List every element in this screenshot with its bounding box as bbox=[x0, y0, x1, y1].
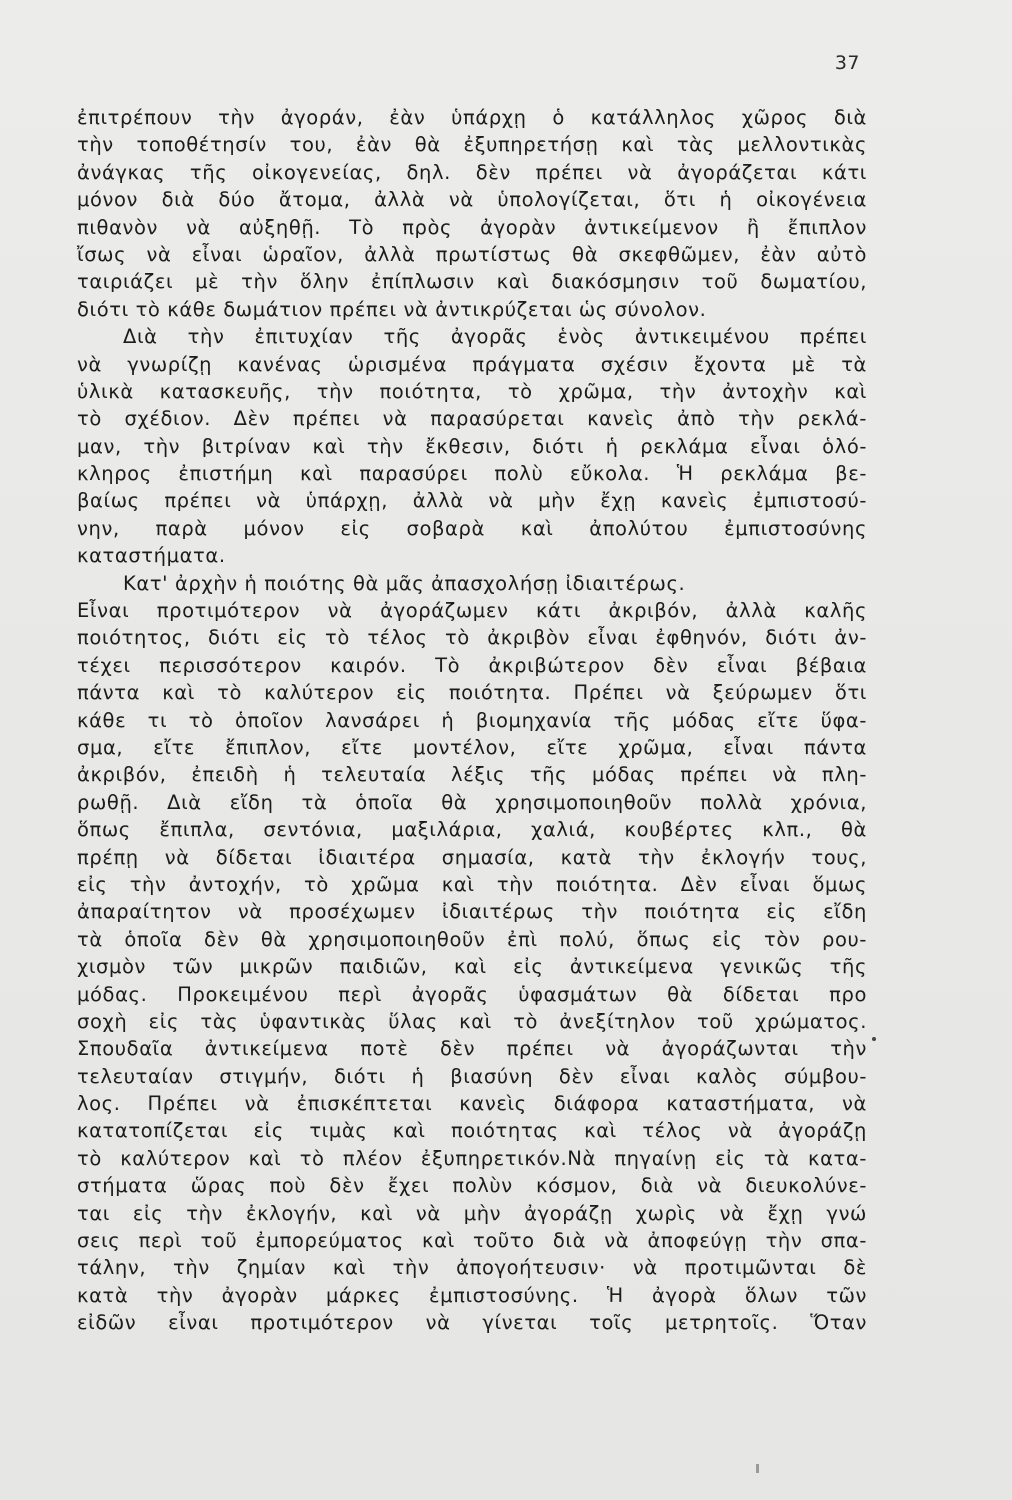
text-line: ρωθῇ. Διὰ εἴδη τὰ ὁποῖα θὰ χρησιμοποιηθοῦν πολλὰ χρόνια, bbox=[77, 790, 867, 814]
text-line: βαίως πρέπει νὰ ὑπάρχῃ, ἀλλὰ νὰ μὴν ἔχῃ κανεὶς ἐμπιστοσύ- bbox=[77, 489, 867, 513]
text-line: τὰ ὁποῖα δὲν θὰ χρησιμοποιηθοῦν ἐπὶ πολύ, ὅπως εἰς τὸν ρου- bbox=[77, 927, 867, 951]
text-line: σεις περὶ τοῦ ἐμπορεύματος καὶ τοῦτο διὰ νὰ ἀποφεύγῃ τὴν σπα- bbox=[77, 1229, 867, 1253]
text-line: ὅπως ἔπιπλα, σεντόνια, μαξιλάρια, χαλιά, κουβέρτες κλπ., θὰ bbox=[77, 818, 867, 842]
text-line: κατατοπίζεται εἰς τιμὰς καὶ ποιότητας καὶ τέλος νὰ ἀγοράζῃ bbox=[77, 1119, 867, 1143]
page-number: 37 bbox=[834, 52, 860, 74]
text-line: στήματα ὥρας ποὺ δὲν ἔχει πολὺν κόσμον, διὰ νὰ διευκολύνε- bbox=[77, 1174, 867, 1198]
text-line: τὸ καλύτερον καὶ τὸ πλέον ἐξυπηρετικόν.Νὰ πηγαίνῃ εἰς τὰ κατα- bbox=[77, 1146, 867, 1170]
text-line: ἀνάγκας τῆς οἰκογενείας, δηλ. δὲν πρέπει νὰ ἀγοράζεται κάτι bbox=[77, 160, 867, 184]
scan-mark bbox=[756, 1464, 759, 1473]
text-line: Εἶναι προτιμότερον νὰ ἀγοράζωμεν κάτι ἀκριβόν, ἀλλὰ καλῆς bbox=[77, 599, 867, 623]
text-line: σμα, εἴτε ἔπιπλον, εἴτε μοντέλον, εἴτε χρῶμα, εἶναι πάντα bbox=[77, 735, 867, 759]
margin-mark bbox=[872, 1037, 876, 1041]
body-text bbox=[77, 104, 867, 1337]
text-line: Κατ' ἀρχὴν ἡ ποιότης θὰ μᾶς ἀπασχολήσῃ ἰδιαιτέρως. bbox=[123, 571, 686, 595]
text-line: διότι τὸ κάθε δωμάτιον πρέπει νὰ ἀντικρύζεται ὡς σύνολον. bbox=[77, 297, 707, 321]
text-line: μόνον διὰ δύο ἄτομα, ἀλλὰ νὰ ὑπολογίζεται, ὅτι ἡ οἰκογένεια bbox=[77, 188, 867, 212]
text-line: τὴν τοποθέτησίν του, ἐὰν θὰ ἐξυπηρετήσῃ καὶ τὰς μελλοντικὰς bbox=[77, 133, 867, 157]
text-line: ἀπαραίτητον νὰ προσέχωμεν ἰδιαιτέρως τὴν ποιότητα εἰς εἴδη bbox=[77, 900, 867, 924]
text-line: πρέπῃ νὰ δίδεται ἰδιαιτέρα σημασία, κατὰ τὴν ἐκλογήν τους, bbox=[77, 845, 867, 869]
text-line: πιθανὸν νὰ αὐξηθῇ. Τὸ πρὸς ἀγορὰν ἀντικείμενον ἢ ἔπιπλον bbox=[77, 215, 867, 239]
text-line: πάντα καὶ τὸ καλύτερον εἰς ποιότητα. Πρέπει νὰ ξεύρωμεν ὅτι bbox=[77, 681, 867, 705]
text-line: κατὰ τὴν ἀγορὰν μάρκες ἐμπιστοσύνης. Ἡ ἀγορὰ ὅλων τῶν bbox=[77, 1283, 867, 1307]
text-line: μόδας. Προκειμένου περὶ ἀγορᾶς ὑφασμάτων θὰ δίδεται προ bbox=[77, 982, 867, 1006]
text-line: εἰδῶν εἶναι προτιμότερον νὰ γίνεται τοῖς μετρητοῖς. Ὅταν bbox=[77, 1311, 867, 1335]
text-line: εἰς τὴν ἀντοχήν, τὸ χρῶμα καὶ τὴν ποιότητα. Δὲν εἶναι ὅμως bbox=[77, 872, 867, 896]
text-line: λος. Πρέπει νὰ ἐπισκέπτεται κανεὶς διάφορα καταστήματα, νὰ bbox=[77, 1092, 867, 1116]
text-line: ἀκριβόν, ἐπειδὴ ἡ τελευταία λέξις τῆς μόδας πρέπει νὰ πλη- bbox=[77, 763, 867, 787]
text-line: καταστήματα. bbox=[77, 544, 226, 568]
text-line: τέχει περισσότερον καιρόν. Τὸ ἀκριβώτερον δὲν εἶναι βέβαια bbox=[77, 653, 867, 677]
text-line: κάθε τι τὸ ὁποῖον λανσάρει ἡ βιομηχανία τῆς μόδας εἴτε ὕφα- bbox=[77, 708, 867, 732]
text-line: μαν, τὴν βιτρίναν καὶ τὴν ἔκθεσιν, διότι ἡ ρεκλάμα εἶναι ὁλό- bbox=[77, 434, 867, 458]
text-line: ταιριάζει μὲ τὴν ὅλην ἐπίπλωσιν καὶ διακόσμησιν τοῦ δωματίου, bbox=[77, 270, 867, 294]
text-line: Διὰ τὴν ἐπιτυχίαν τῆς ἀγορᾶς ἑνὸς ἀντικειμένου πρέπει bbox=[123, 325, 867, 349]
text-line: χισμὸν τῶν μικρῶν παιδιῶν, καὶ εἰς ἀντικείμενα γενικῶς τῆς bbox=[77, 955, 867, 979]
text-line: νην, παρὰ μόνον εἰς σοβαρὰ καὶ ἀπολύτου ἐμπιστοσύνης bbox=[77, 516, 867, 540]
text-line: τάλην, τὴν ζημίαν καὶ τὴν ἀπογοήτευσιν· νὰ προτιμῶνται δὲ bbox=[77, 1256, 867, 1280]
text-line: σοχὴ εἰς τὰς ὑφαντικὰς ὕλας καὶ τὸ ἀνεξίτηλον τοῦ χρώματος. bbox=[77, 1009, 867, 1033]
text-line: ται εἰς τὴν ἐκλογήν, καὶ νὰ μὴν ἀγοράζῃ χωρὶς νὰ ἔχῃ γνώ bbox=[77, 1201, 867, 1225]
text-line: ὑλικὰ κατασκευῆς, τὴν ποιότητα, τὸ χρῶμα, τὴν ἀντοχὴν καὶ bbox=[77, 379, 867, 403]
text-line: τὸ σχέδιον. Δὲν πρέπει νὰ παρασύρεται κανεὶς ἀπὸ τὴν ρεκλά- bbox=[77, 407, 867, 431]
text-line: ποιότητος, διότι εἰς τὸ τέλος τὸ ἀκριβὸν εἶναι ἐφθηνόν, διότι ἀν- bbox=[77, 626, 867, 650]
text-line: νὰ γνωρίζῃ κανένας ὡρισμένα πράγματα σχέσιν ἔχοντα μὲ τὰ bbox=[77, 352, 867, 376]
text-line: ἴσως νὰ εἶναι ὡραῖον, ἀλλὰ πρωτίστως θὰ σκεφθῶμεν, ἐὰν αὐτὸ bbox=[77, 242, 867, 266]
text-line: ἐπιτρέπουν τὴν ἀγοράν, ἐὰν ὑπάρχῃ ὁ κατάλληλος χῶρος διὰ bbox=[77, 106, 867, 129]
text-line: κληρος ἐπιστήμη καὶ παρασύρει πολὺ εὔκολα. Ἡ ρεκλάμα βε- bbox=[77, 462, 867, 486]
text-line: τελευταίαν στιγμήν, διότι ἡ βιασύνη δὲν εἶναι καλὸς σύμβου- bbox=[77, 1064, 867, 1088]
text-line: Σπουδαῖα ἀντικείμενα ποτὲ δὲν πρέπει νὰ ἀγοράζωνται τὴν bbox=[77, 1037, 867, 1061]
